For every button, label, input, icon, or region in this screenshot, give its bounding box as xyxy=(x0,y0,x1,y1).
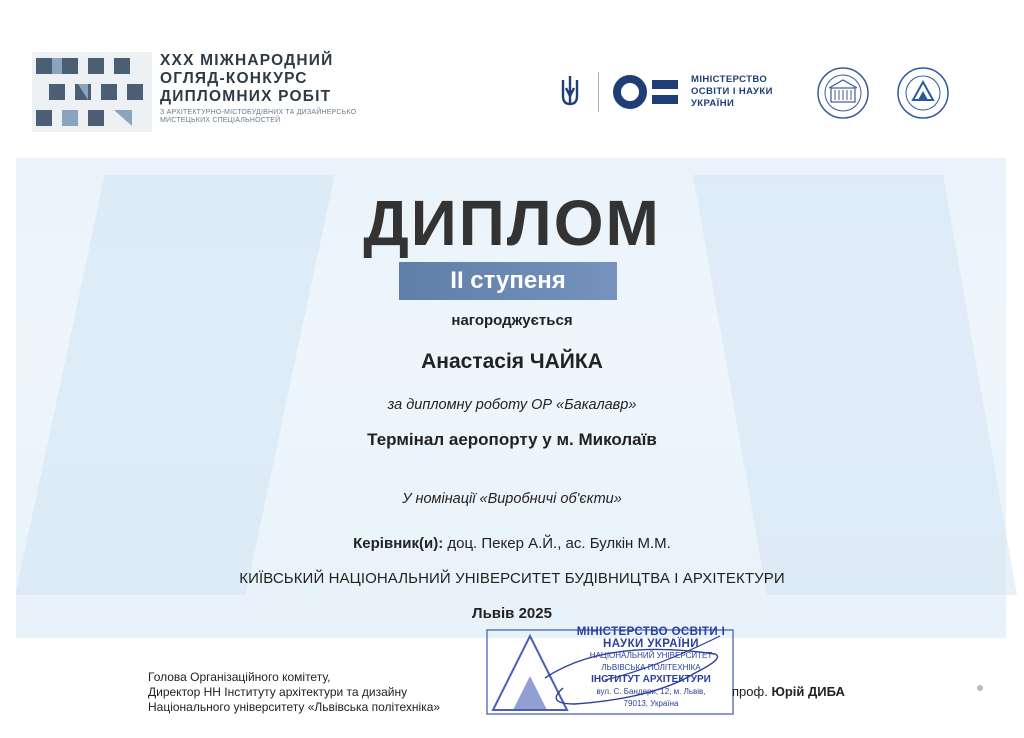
university-name: КИЇВСЬКИЙ НАЦІОНАЛЬНИЙ УНІВЕРСИТЕТ БУДІВНИЦТВА І АРХІТЕКТУРИ xyxy=(239,570,785,587)
ministry-logo-icon xyxy=(612,74,684,110)
degree-banner: ІІ ступеня xyxy=(399,262,617,300)
contest-line-3: ДИПЛОМНИХ РОБІТ xyxy=(160,88,332,105)
signer-name: Юрій ДИБА xyxy=(771,684,845,699)
signer-title: проф. xyxy=(732,684,768,699)
recipient-name: Анастасія ЧАЙКА xyxy=(421,350,603,373)
supervisors-label: Керівник(и): xyxy=(353,535,444,552)
iard-seal-icon xyxy=(896,66,950,120)
divider xyxy=(598,72,599,112)
stamp-line-5: ІНСТИТУТ АРХІТЕКТУРИ xyxy=(591,674,711,685)
ministry-line-3: УКРАЇНИ xyxy=(691,98,735,109)
thesis-title: Термінал аеропорту у м. Миколаїв xyxy=(367,430,657,449)
contest-logo-icon xyxy=(32,52,152,132)
supervisors xyxy=(0,535,1024,552)
contest-title xyxy=(160,52,375,125)
city-year: Львів 2025 xyxy=(472,605,552,622)
stamp-line-7: 79013, Україна xyxy=(623,699,679,708)
contest-subtitle: З АРХІТЕКТУРНО-МІСТОБУДІВНИХ ТА ДИЗАЙНЕРСЬКО МИСТЕЦЬКИХ СПЕЦІАЛЬНОСТЕЙ xyxy=(160,109,357,124)
work-type: за дипломну роботу ОР «Бакалавр» xyxy=(387,397,637,413)
awarded-text: нагороджується xyxy=(451,312,573,329)
supervisors-names: доц. Пекер А.Й., ас. Булкін М.М. xyxy=(447,535,671,552)
diploma-title: ДИПЛОМ xyxy=(363,187,661,259)
signatory-line-1: Голова Організаційного комітету, xyxy=(148,670,331,684)
signatory-block xyxy=(148,670,440,715)
university-seal-icon xyxy=(816,66,870,120)
signer xyxy=(732,684,845,699)
decorative-dot xyxy=(977,685,983,691)
stamp-line-6: вул. С. Бандери, 12, м. Львів, xyxy=(596,687,706,696)
stamp-line-2: НАУКИ УКРАЇНИ xyxy=(603,638,699,650)
contest-line-2: ОГЛЯД-КОНКУРС xyxy=(160,70,308,87)
stamp-text xyxy=(576,626,726,710)
ministry-name xyxy=(691,74,773,110)
stamp-line-3: НАЦІОНАЛЬНИЙ УНІВЕРСИТЕТ xyxy=(589,651,713,660)
stamp-line-4: ЛЬВІВСЬКА ПОЛІТЕХНІКА xyxy=(601,663,701,672)
ministry-line-1: МІНІСТЕРСТВО xyxy=(691,74,768,85)
ministry-line-2: ОСВІТИ І НАУКИ xyxy=(691,86,773,97)
trident-icon xyxy=(560,74,580,110)
contest-line-1: XXX МІЖНАРОДНИЙ xyxy=(160,52,334,69)
stamp-line-1: МІНІСТЕРСТВО ОСВІТИ І xyxy=(576,626,726,638)
nomination: У номінації «Виробничі об'єкти» xyxy=(402,491,622,507)
signatory-line-3: Національного університету «Львівська політехніка» xyxy=(148,700,441,714)
signatory-line-2: Директор НН Інституту архітектури та дизайну xyxy=(148,685,408,699)
